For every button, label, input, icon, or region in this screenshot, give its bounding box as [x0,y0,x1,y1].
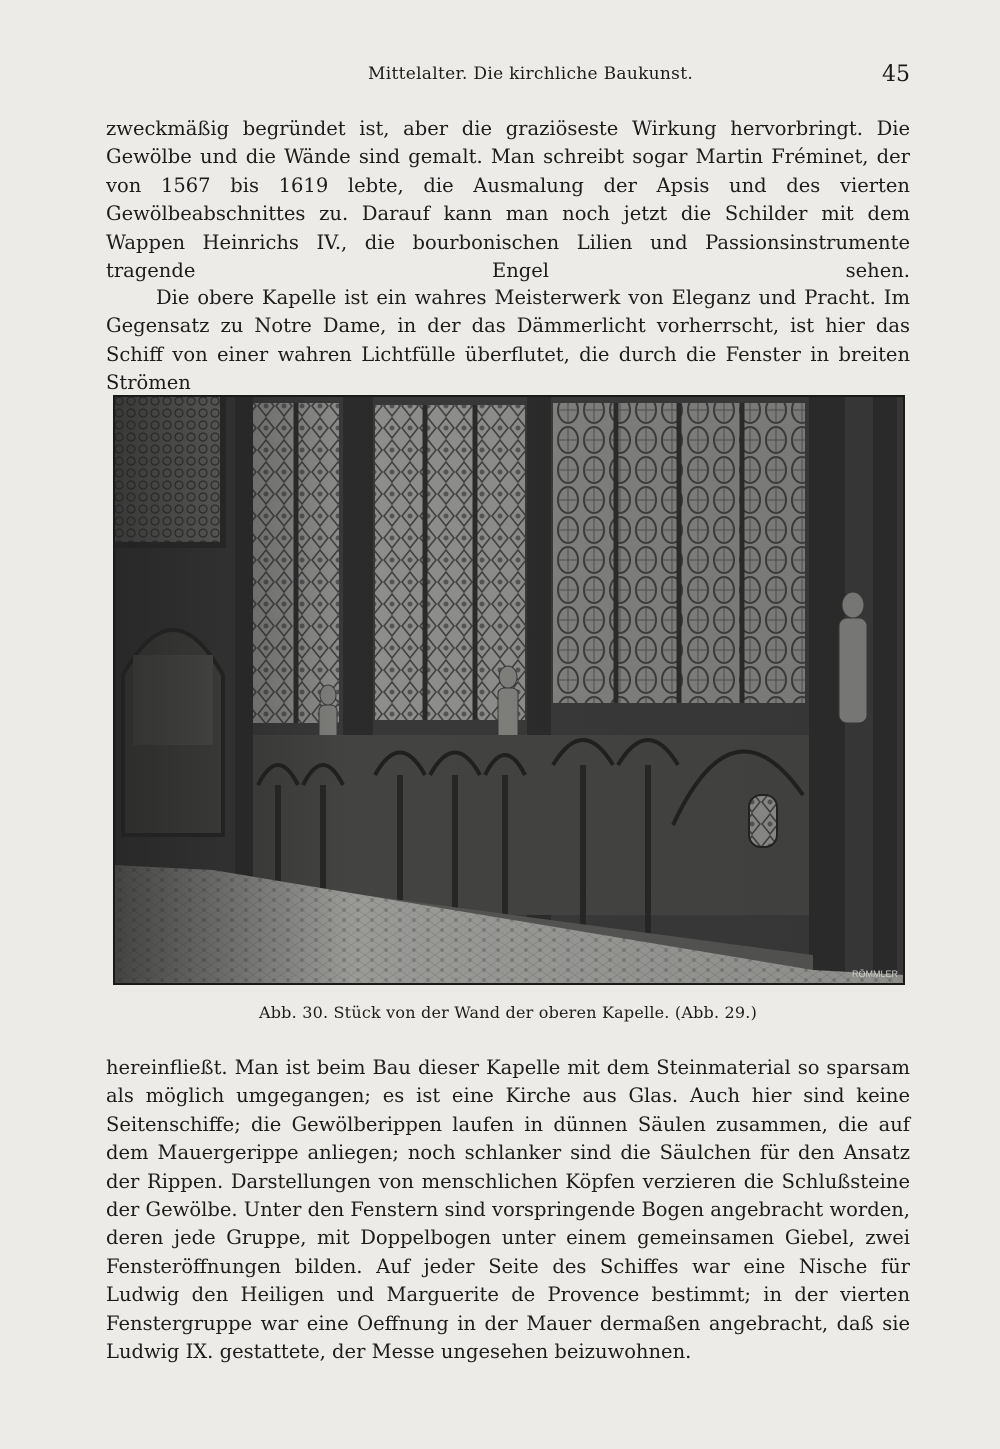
body-paragraph-3: hereinfließt. Man ist beim Bau dieser Kapelle mit dem Steinmaterial so sparsam als möglich umgegangen; es ist eine Kirche aus Glas. Auch hier sind keine Seitenschiffe; die Gewölberippen laufen in dünnen Säulen zusammen, die auf dem Mauergerippe anliegen; noch schlanker sind die Säulchen für den Ansatz der Rippen. Darstellungen von menschlichen Köpfen verzieren die Schlußsteine der Gewölbe. Unter den Fenstern sind vorspringende Bogen angebracht worden, deren jede Gruppe, mit Doppelbogen unter einem gemeinsamen Giebel, zwei Fensteröffnungen bilden. Auf jeder Seite des Schiffes war eine Nische für Ludwig den Heiligen und Marguerite de Provence bestimmt; in der vierten Fenstergruppe war eine Oeffnung in der Mauer dermaßen angebracht, daß sie Ludwig IX. gestattete, der Messe ungesehen beizuwohnen. [106,1056,910,1364]
page-header [106,62,910,94]
body-paragraph-2: Die obere Kapelle ist ein wahres Meisterwerk von Eleganz und Pracht. Im Gegensatz zu Notre Dame, in der das Dämmerlicht vorherrscht, ist hier das Schiff von einer wahren Lichtfülle überflutet, die durch die Fenster in breiten Strömen [106,286,910,395]
figure-caption: Abb. 30. Stück von der Wand der oberen Kapelle. (Abb. 29.) [258,1003,758,1022]
photographer-credit: RÖMMLER [851,969,898,979]
running-title: Mittelalter. Die kirchliche Baukunst. [368,64,694,84]
page-number: 45 [882,62,910,87]
chapel-wall-photograph [113,395,905,985]
body-paragraph-1: zweckmäßig begründet ist, aber die graziöseste Wirkung hervorbringt. Die Gewölbe und die Wände sind gemalt. Man schreibt sogar Martin Fréminet, der von 1567 bis 1619 lebte, die Ausmalung der Apsis und des vierten Gewölbeabschnittes zu. Darauf kann man noch jetzt die Schilder mit dem Wappen Heinrichs IV., die bourbonischen Lilien und Passionsinstrumente tragende Engel sehen. [106,117,910,283]
